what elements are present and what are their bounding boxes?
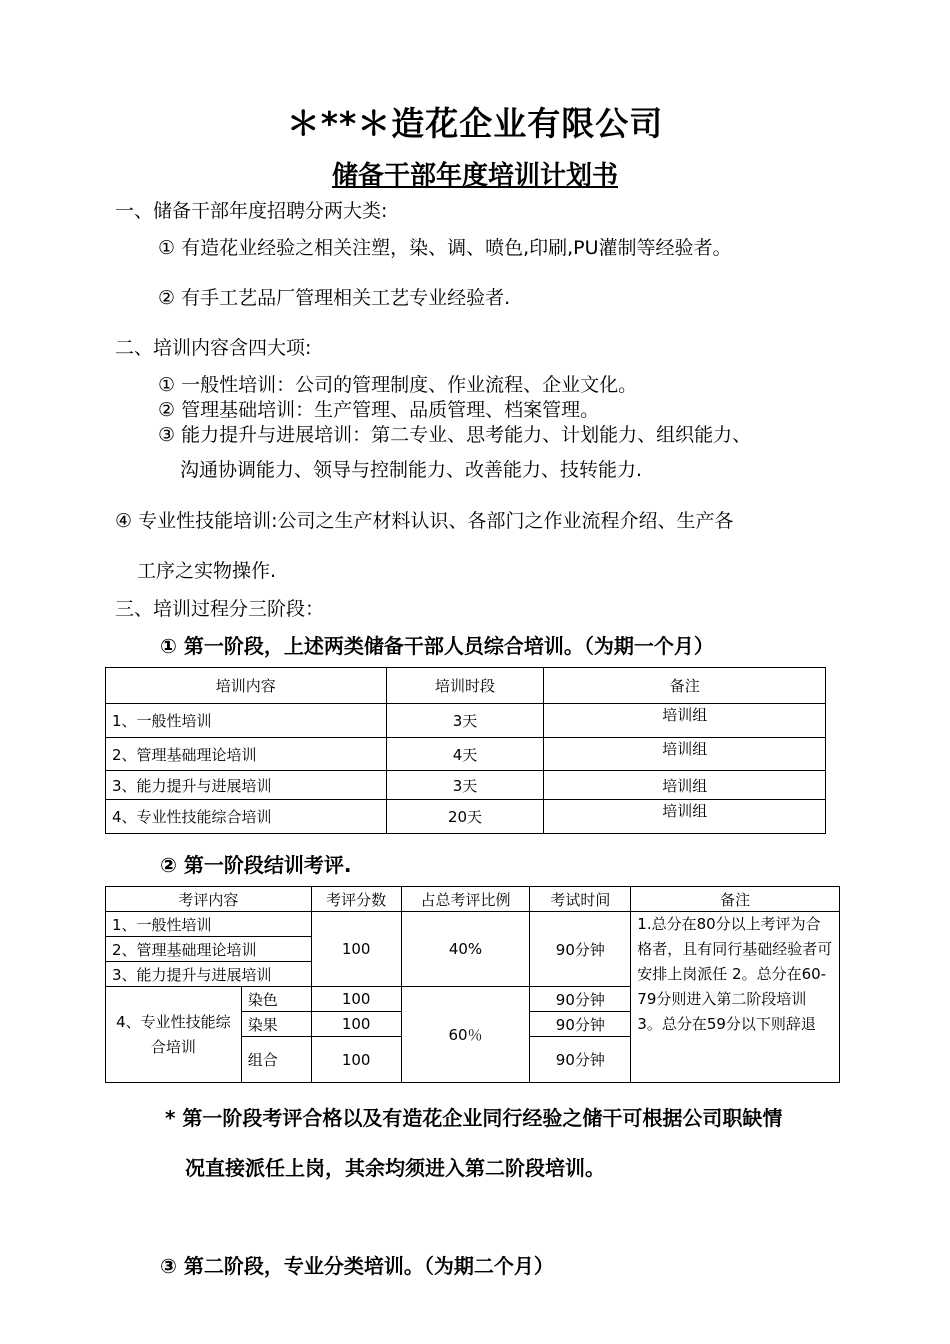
- section2-heading: 二、培训内容含四大项:: [115, 337, 312, 359]
- header-remark: 备注: [631, 887, 840, 912]
- section3-heading: 三、培训过程分三阶段：: [115, 598, 325, 620]
- section2-item3-line1: ③ 能力提升与进展培训：第二专业、思考能力、计划能力、组织能力、: [158, 424, 752, 446]
- stage1-heading: ① 第一阶段，上述两类储备干部人员综合培训。（为期一个月）: [160, 634, 714, 658]
- section1-heading: 一、储备干部年度招聘分两大类:: [115, 200, 388, 222]
- row-period: 3天: [386, 704, 544, 738]
- stage1-note-line1: * 第一阶段考评合格以及有造花企业同行经验之储干可根据公司职缺情: [165, 1106, 783, 1130]
- table-row: [106, 912, 840, 937]
- exam-time-cell: 90分钟: [530, 1037, 631, 1083]
- ratio-cell: 60％: [401, 987, 530, 1083]
- exam-time-cell: 90分钟: [530, 912, 631, 987]
- section2-item3-line2: 沟通协调能力、领导与控制能力、改善能力、技转能力.: [180, 459, 643, 481]
- exam-time-cell: 90分钟: [530, 987, 631, 1012]
- table-row: [106, 738, 826, 771]
- table-row: [106, 704, 826, 738]
- row-period: 20天: [386, 800, 544, 834]
- row-period: 4天: [386, 738, 544, 771]
- evaluation-table: [105, 886, 840, 1083]
- score-cell: 100: [311, 1037, 401, 1083]
- header-score: 考评分数: [311, 887, 401, 912]
- section1-item1: ① 有造花业经验之相关注塑，染、调、喷色,印刷,PU灌制等经验者。: [158, 237, 732, 259]
- eval-item: 3、能力提升与进展培训: [106, 962, 312, 987]
- header-content: 培训内容: [106, 668, 387, 704]
- section2-item1: ① 一般性培训：公司的管理制度、作业流程、企业文化。: [158, 374, 638, 396]
- score-cell: 100: [311, 987, 401, 1012]
- header-remark: 备注: [544, 668, 826, 704]
- stage2-heading: ③ 第二阶段，专业分类培训。（为期二个月）: [160, 1254, 554, 1278]
- section1-item2: ② 有手工艺品厂管理相关工艺专业经验者.: [158, 287, 511, 309]
- stage1-exam-heading: ② 第一阶段结训考评.: [160, 853, 352, 877]
- eval-remark-note: 1.总分在80分以上考评为合格者，且有同行基础经验者可安排上岗派任 2。总分在60-79分则进入第二阶段培训 3。总分在59分以下则辞退: [631, 912, 840, 1083]
- score-cell: 100: [311, 912, 401, 987]
- eval-item-group: 4、专业性技能综合培训: [106, 987, 242, 1083]
- eval-item: 1、一般性培训: [106, 912, 312, 937]
- eval-subitem: 染色: [241, 987, 311, 1012]
- table-row: [106, 771, 826, 800]
- eval-subitem: 组合: [241, 1037, 311, 1083]
- header-exam-time: 考试时间: [530, 887, 631, 912]
- row-period: 3天: [386, 771, 544, 800]
- row-remark: 培训组: [544, 800, 826, 834]
- section2-item2: ② 管理基础培训：生产管理、品质管理、档案管理。: [158, 399, 600, 421]
- header-ratio: 占总考评比例: [401, 887, 530, 912]
- row-remark: 培训组: [544, 771, 826, 800]
- exam-time-cell: 90分钟: [530, 1012, 631, 1037]
- document-subtitle: 储备干部年度培训计划书: [331, 161, 618, 191]
- table-row: [106, 800, 826, 834]
- document-title: ＊**＊造花企业有限公司: [286, 104, 664, 143]
- row-content: 1、一般性培训: [106, 704, 387, 738]
- row-remark: 培训组: [544, 738, 826, 771]
- row-content: 2、管理基础理论培训: [106, 738, 387, 771]
- row-content: 3、能力提升与进展培训: [106, 771, 387, 800]
- header-period: 培训时段: [386, 668, 544, 704]
- row-content: 4、专业性技能综合培训: [106, 800, 387, 834]
- score-cell: 100: [311, 1012, 401, 1037]
- eval-subitem: 染果: [241, 1012, 311, 1037]
- table-header-row: [106, 887, 840, 912]
- ratio-cell: 40%: [401, 912, 530, 987]
- eval-item: 2、管理基础理论培训: [106, 937, 312, 962]
- training-schedule-table: [105, 667, 826, 834]
- stage1-note-line2: 况直接派任上岗，其余均须进入第二阶段培训。: [185, 1156, 605, 1180]
- table-header-row: [106, 668, 826, 704]
- section2-item4-line2: 工序之实物操作.: [137, 560, 277, 582]
- row-remark: 培训组: [544, 704, 826, 738]
- section2-item4-line1: ④ 专业性技能培训:公司之生产材料认识、各部门之作业流程介绍、生产各: [115, 510, 734, 532]
- header-eval-content: 考评内容: [106, 887, 312, 912]
